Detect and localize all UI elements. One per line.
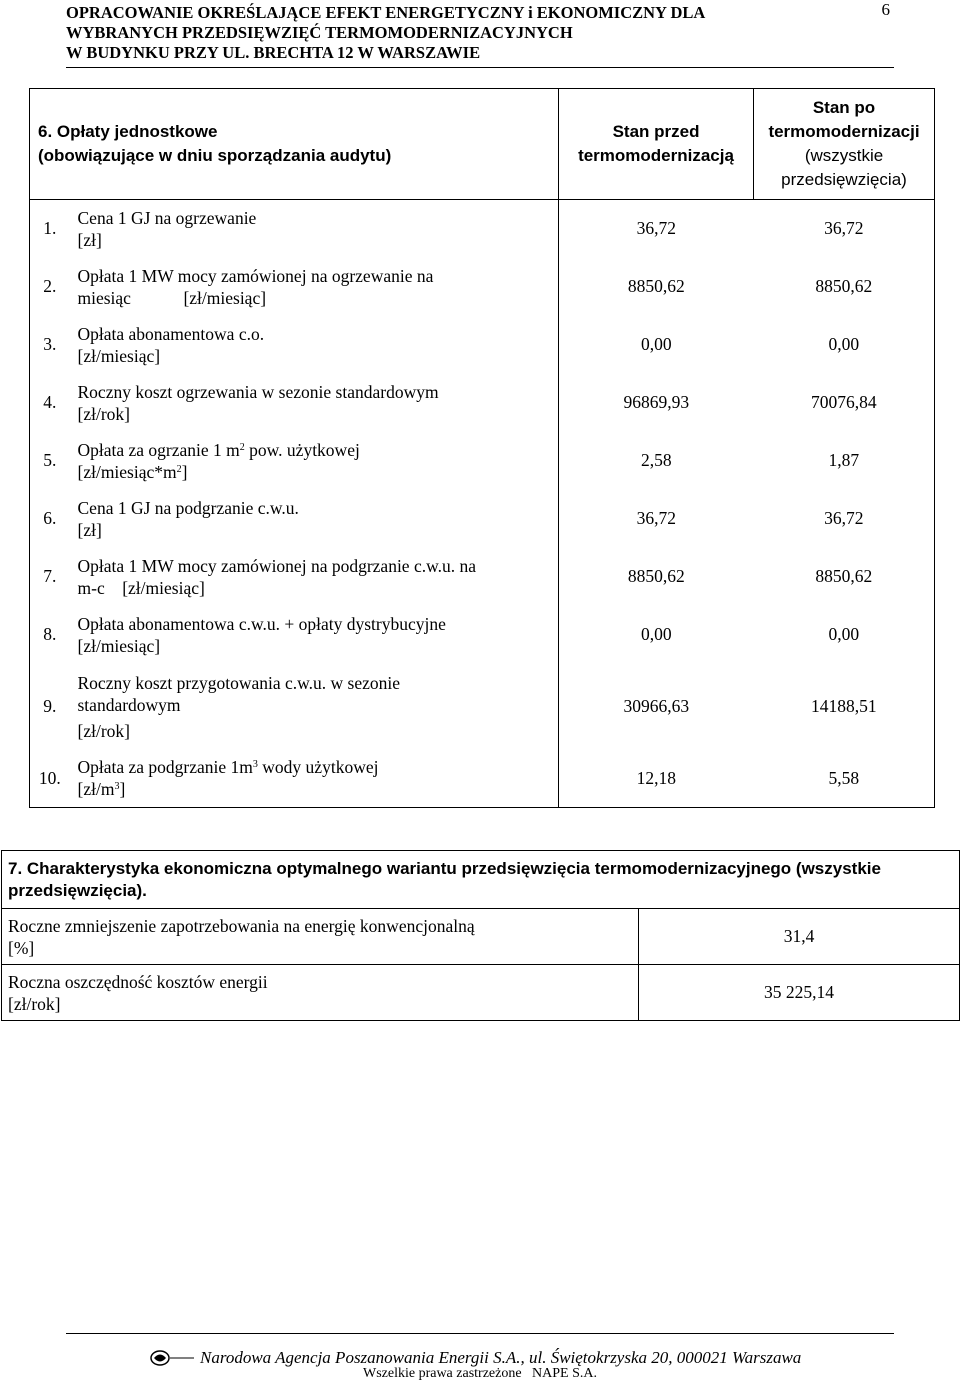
- section6-title-line1: 6. Opłaty jednostkowe: [38, 122, 218, 141]
- table-row: [30, 490, 935, 548]
- energy-reduction-value: 31,4: [639, 909, 960, 965]
- row-unit-part: ]: [119, 779, 126, 800]
- row-number: 4.: [30, 374, 70, 432]
- superscript: 3: [252, 759, 258, 771]
- row-unit: [78, 461, 549, 483]
- row-unit: [78, 778, 549, 800]
- cost-savings-value: 35 225,14: [639, 965, 960, 1021]
- page-number: 6: [881, 0, 890, 19]
- value-before: 2,58: [559, 432, 754, 490]
- value-before: 0,00: [559, 606, 754, 664]
- row-number: 1.: [30, 200, 70, 258]
- row-label: Roczna oszczędność kosztów energii: [8, 971, 268, 992]
- row-number: 5.: [30, 432, 70, 490]
- section6-title: [30, 89, 559, 200]
- row-label-part: Opłata za podgrzanie 1m: [77, 757, 253, 778]
- table-row: [30, 374, 935, 432]
- header-line-2: WYBRANYCH PRZEDSIĘWZIĘĆ TERMOMODERNIZACYJNYCH: [66, 23, 573, 42]
- row-label-part: pow. użytkowej: [244, 439, 360, 460]
- row-number: 6.: [30, 490, 70, 548]
- table-row: [30, 664, 935, 750]
- row-label: Opłata abonamentowa c.w.u. + opłaty dystrybucyjne: [77, 613, 446, 634]
- value-before: 36,72: [559, 490, 754, 548]
- row-label: Roczne zmniejszenie zapotrzebowania na energię konwencjonalną: [8, 915, 475, 936]
- row-number: 10.: [30, 750, 70, 808]
- row-description: [70, 258, 559, 316]
- row-unit-part: [zł/miesiąc*m: [77, 461, 177, 482]
- nape-logo-icon: [150, 1349, 196, 1367]
- economic-summary-table: [1, 850, 960, 1021]
- cost-savings-label: [2, 965, 639, 1021]
- table-row: [30, 258, 935, 316]
- value-after: 36,72: [754, 200, 935, 258]
- footer-copyright: Wszelkie prawa zastrzeżone NAPE S.A.: [362, 1366, 598, 1381]
- value-before: 8850,62: [559, 258, 754, 316]
- row-label-cont: standardowym: [77, 694, 181, 715]
- unit-fees-table: [29, 88, 935, 808]
- row-label: Opłata 1 MW mocy zamówionej na podgrzanie c.w.u. na: [77, 555, 476, 576]
- value-after: 36,72: [754, 490, 935, 548]
- column-header-before: [559, 89, 754, 200]
- row-description: [70, 664, 559, 750]
- row-description: [70, 432, 559, 490]
- value-before: 12,18: [559, 750, 754, 808]
- row-number: 3.: [30, 316, 70, 374]
- row-unit-part: ]: [181, 461, 188, 482]
- footer-address: [150, 1348, 801, 1368]
- row-unit: m-c [zł/miesiąc]: [77, 577, 205, 598]
- row-label: Cena 1 GJ na podgrzanie c.w.u.: [77, 497, 299, 518]
- header-divider: [66, 67, 894, 68]
- row-unit: [zł/miesiąc]: [77, 635, 161, 656]
- value-before: 8850,62: [559, 548, 754, 606]
- energy-reduction-label: [2, 909, 639, 965]
- value-before: 30966,63: [559, 664, 754, 750]
- table-row: [30, 200, 935, 258]
- row-description: [70, 606, 559, 664]
- document-header: [66, 3, 894, 63]
- row-number: 9.: [30, 664, 70, 750]
- table-row: [2, 909, 960, 965]
- row-unit: [%]: [8, 937, 35, 958]
- value-after: 5,58: [754, 750, 935, 808]
- header-line-1: OPRACOWANIE OKREŚLAJĄCE EFEKT ENERGETYCZNY i EKONOMICZNY DLA: [66, 3, 706, 22]
- row-label: [78, 756, 549, 778]
- value-after: 0,00: [754, 606, 935, 664]
- row-number: 8.: [30, 606, 70, 664]
- row-unit: [zł/rok]: [77, 720, 130, 741]
- row-label: Cena 1 GJ na ogrzewanie: [77, 207, 257, 228]
- value-before: 36,72: [559, 200, 754, 258]
- footer-line-1: Narodowa Agencja Poszanowania Energii S.A., ul. Świętokrzyska 20, 000021 Warszawa: [200, 1348, 802, 1367]
- row-description: [70, 750, 559, 808]
- table-row: [30, 548, 935, 606]
- table-row: [30, 432, 935, 490]
- col-after-line4: przedsięwzięcia): [781, 170, 907, 189]
- row-label-part: wody użytkowej: [257, 757, 379, 778]
- row-unit: [zł]: [77, 229, 102, 250]
- table-row: [2, 965, 960, 1021]
- row-unit-part: [zł/m: [77, 779, 115, 800]
- section6-title-line2: (obowiązujące w dniu sporządzania audytu): [38, 146, 392, 165]
- row-description: [70, 316, 559, 374]
- col-after-line1: Stan po: [812, 98, 876, 117]
- row-description: [70, 548, 559, 606]
- section7-title: 7. Charakterystyka ekonomiczna optymalnego wariantu przedsięwzięcia termomodernizacyjnego (wszystkie przedsięwzięcia).: [2, 851, 960, 909]
- value-before: 0,00: [559, 316, 754, 374]
- row-number: 7.: [30, 548, 70, 606]
- value-before: 96869,93: [559, 374, 754, 432]
- row-unit: [zł/miesiąc]: [77, 345, 161, 366]
- row-label: [78, 439, 549, 461]
- row-unit: [zł/rok]: [77, 403, 130, 424]
- col-after-line3: (wszystkie: [804, 146, 884, 165]
- value-after: 0,00: [754, 316, 935, 374]
- row-number: 2.: [30, 258, 70, 316]
- table-row: [30, 606, 935, 664]
- value-after: 8850,62: [754, 258, 935, 316]
- row-unit: [zł]: [77, 519, 102, 540]
- row-label: Roczny koszt przygotowania c.w.u. w sezonie: [77, 672, 401, 693]
- col-before-line1: Stan przed: [612, 122, 700, 141]
- value-after: 14188,51: [754, 664, 935, 750]
- superscript: 3: [114, 781, 120, 793]
- value-after: 70076,84: [754, 374, 935, 432]
- value-after: 8850,62: [754, 548, 935, 606]
- superscript: 2: [176, 463, 182, 475]
- table-row: [30, 316, 935, 374]
- row-description: [70, 200, 559, 258]
- row-description: [70, 490, 559, 548]
- row-unit: miesiąc [zł/miesiąc]: [77, 287, 267, 308]
- row-description: [70, 374, 559, 432]
- table-row: [30, 750, 935, 808]
- header-line-3: W BUDYNKU PRZY UL. BRECHTA 12 W WARSZAWIE: [66, 43, 481, 62]
- footer-divider: [66, 1333, 894, 1334]
- row-label: Roczny koszt ogrzewania w sezonie standardowym: [77, 381, 439, 402]
- row-label: Opłata 1 MW mocy zamówionej na ogrzewanie na: [77, 265, 434, 286]
- value-after: 1,87: [754, 432, 935, 490]
- col-after-line2: termomodernizacji: [768, 122, 920, 141]
- superscript: 2: [239, 441, 245, 453]
- col-before-line2: termomodernizacją: [578, 146, 734, 165]
- column-header-after: [754, 89, 935, 200]
- row-label-part: Opłata za ogrzanie 1 m: [77, 439, 240, 460]
- row-unit: [zł/rok]: [8, 993, 61, 1014]
- row-label: Opłata abonamentowa c.o.: [77, 323, 265, 344]
